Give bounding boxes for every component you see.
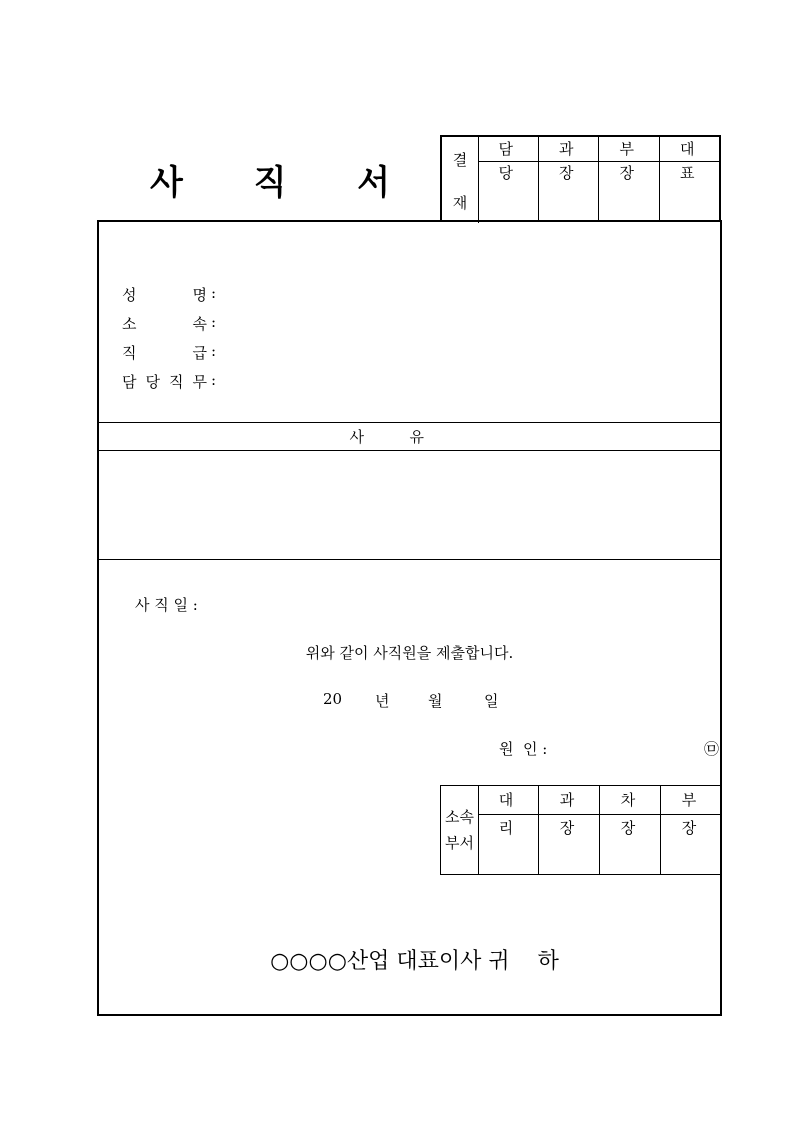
date-day: 일 xyxy=(484,692,499,710)
dept-col-header: 차 장 xyxy=(600,786,661,814)
approval-side-label: 결 재 xyxy=(442,137,479,223)
date-year-prefix: 20 xyxy=(323,690,343,708)
field-label: 담 당 직 무 xyxy=(122,373,207,391)
field-department: 소 속 : xyxy=(122,313,217,333)
form-frame xyxy=(97,220,722,1016)
field-label: 직 급 xyxy=(122,344,207,362)
field-label: 성 명 xyxy=(122,286,207,304)
approval-col-header: 담 당 xyxy=(478,137,539,161)
dept-header-row xyxy=(478,786,721,837)
resign-date-label: 사 직 일 : xyxy=(135,596,198,614)
document-title xyxy=(150,155,390,204)
statement-text: 위와 같이 사직원을 제출합니다. xyxy=(305,644,514,662)
date-month: 월 xyxy=(428,692,443,710)
dept-sign-cell[interactable] xyxy=(661,814,721,874)
field-name: 성 명 : xyxy=(122,284,217,304)
department-approval-table xyxy=(440,785,721,875)
reason-header: 사 유 xyxy=(349,427,424,446)
dept-side-label: 소속 부서 xyxy=(441,786,479,874)
dept-col-header: 부 장 xyxy=(681,791,709,837)
title-char: 서 xyxy=(357,163,390,203)
approval-col-header: 과 장 xyxy=(539,137,600,161)
approval-sign-cell[interactable] xyxy=(599,161,660,221)
approval-header-row xyxy=(478,137,719,182)
dept-sign-cell[interactable] xyxy=(478,814,539,874)
seal-mark: ㉤ xyxy=(704,740,720,758)
approval-sign-row xyxy=(478,161,719,221)
addressee: ○○○○산업 대표이사 귀 하 xyxy=(270,949,559,974)
applicant-label: 원 인 : xyxy=(499,740,548,758)
field-rank: 직 급 : xyxy=(122,342,217,362)
dept-sign-row xyxy=(478,814,721,874)
approval-sign-cell[interactable] xyxy=(539,161,600,221)
approval-col-header: 대 표 xyxy=(680,140,705,182)
title-char: 직 xyxy=(253,163,287,203)
field-duty: 담 당 직 무 : xyxy=(122,371,217,391)
dept-col-header: 과 장 xyxy=(539,786,600,814)
reason-text-area[interactable] xyxy=(99,451,720,559)
field-label: 소 속 xyxy=(122,315,207,333)
title-char: 사 xyxy=(150,163,183,203)
divider xyxy=(99,559,720,560)
date-year: 년 xyxy=(375,692,390,710)
dept-sign-cell[interactable] xyxy=(600,814,661,874)
dept-sign-cell[interactable] xyxy=(539,814,600,874)
approval-sign-cell[interactable] xyxy=(660,161,720,221)
approval-table xyxy=(440,135,721,221)
approval-col-header: 부 장 xyxy=(599,137,660,161)
approval-sign-cell[interactable] xyxy=(478,161,539,221)
dept-col-header: 대 리 xyxy=(478,786,539,814)
